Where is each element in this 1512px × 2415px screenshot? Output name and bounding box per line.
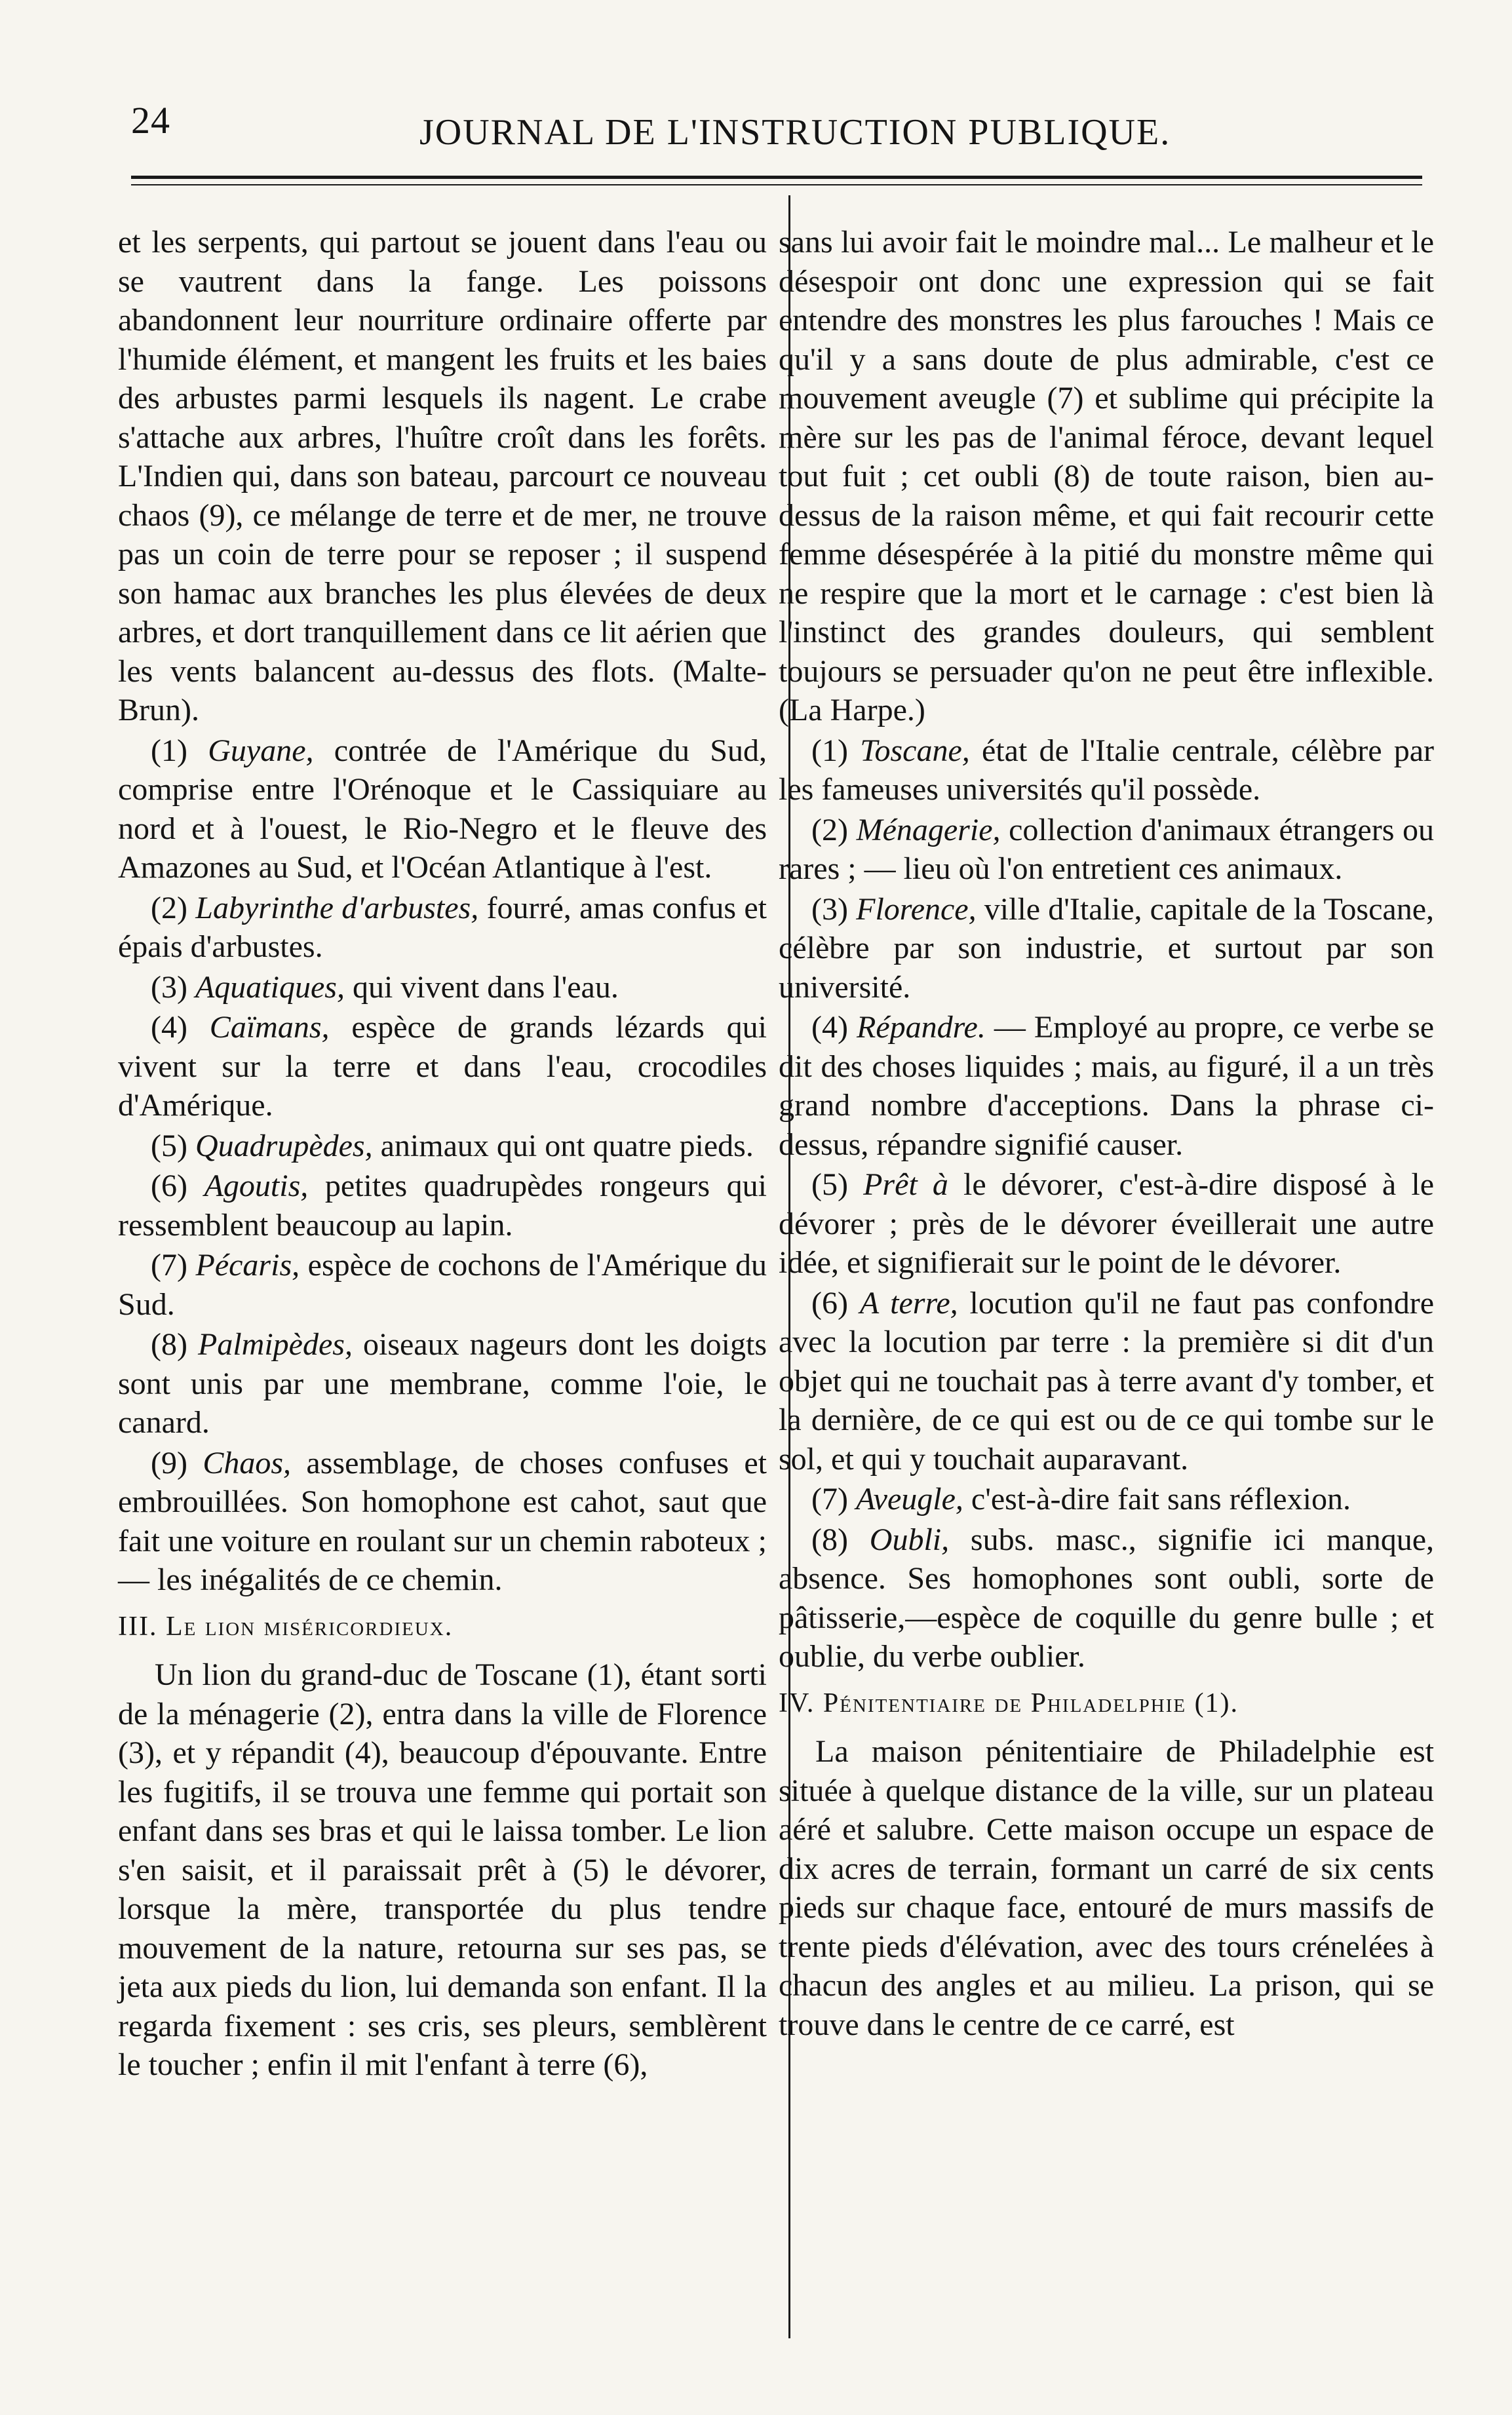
footnote-term: Toscane, bbox=[860, 733, 970, 768]
footnote-text: animaux qui ont quatre pieds. bbox=[372, 1128, 754, 1163]
footnote-number: (1) bbox=[151, 733, 208, 768]
footnote-term: Quadrupèdes, bbox=[195, 1128, 373, 1163]
footnote-text: petites quadrupèdes rongeurs qui ressemblent beaucoup au lapin. bbox=[118, 1169, 767, 1243]
footnote bbox=[118, 1325, 767, 1442]
paragraph: La maison pénitentiaire de Philadelphie est située à quelque distance de la ville, sur un plateau aéré et salubre. Cette maison occupe un espace de dix acres de terrain, formant un carré de six cents pieds sur chaque face, entouré de murs massifs de trente pieds d'élévation, avec des tours crénelées à chacun des angles et au milieu. La prison, qui se trouve dans le centre de ce carré, est bbox=[779, 1734, 1434, 2042]
footnote-text: — Employé au propre, ce verbe se dit des choses liquides ; mais, au figuré, il a un très grand nombre d'acceptions. Dans la phrase ci-dessus, répandre signifié causer. bbox=[779, 1010, 1435, 1162]
footnotes-list bbox=[118, 731, 767, 1600]
footnote-text: assemblage, de choses confuses et embrouillées. Son homophone est cahot, saut que fait une voiture en roulant sur un chemin raboteux ; — les inégalités de ce chemin. bbox=[118, 1445, 767, 1597]
footnote-text: locution qu'il ne faut pas confondre avec la locution par terre : la première si dit d'un objet qui ne touchait pas à terre avant d'y tomber, et la dernière, de ce qui est ou de ce qui tombe sur le sol, et qui y touchait auparavant. bbox=[779, 1285, 1435, 1477]
footnote-term: Prêt à bbox=[863, 1167, 948, 1202]
footnote bbox=[779, 1008, 1434, 1164]
paragraph: Un lion du grand-duc de Toscane (1), étant sorti de la ménagerie (2), entra dans la ville de Florence (3), et y répandit (4), beaucoup d'épouvante. Entre les fugitifs, il se trouva une femme qui portait son enfant dans ses bras et qui le laissa tomber. Le lion s'en saisit, et il paraissait prêt à (5) le dévorer, lorsque la mère, transportée du plus tendre mouvement de la nature, retourna sur ses pas, se jeta aux pieds du lion, lui demanda son enfant. Il la regarda fixement : ses cris, ses pleurs, semblèrent le toucher ; enfin il mit l'enfant à terre (6), bbox=[118, 1657, 767, 2082]
footnote-term: Chaos, bbox=[203, 1445, 292, 1480]
footnote-number: (9) bbox=[151, 1445, 203, 1480]
footnote bbox=[779, 1520, 1434, 1676]
footnote-number: (4) bbox=[811, 1010, 857, 1045]
footnote bbox=[779, 811, 1434, 889]
footnote bbox=[779, 731, 1434, 809]
footnote bbox=[779, 1165, 1434, 1283]
footnote bbox=[779, 1480, 1434, 1519]
footnote bbox=[118, 1008, 767, 1125]
footnote-term: Ménagerie, bbox=[856, 812, 1001, 847]
footnote-term: Pécaris, bbox=[195, 1248, 300, 1283]
left-column bbox=[118, 223, 767, 2086]
page-header bbox=[131, 98, 1422, 157]
section-title: IV. Pénitentiaire de Philadelphie (1). bbox=[779, 1688, 1239, 1718]
footnote-number: (3) bbox=[151, 969, 195, 1005]
footnote-text: état de l'Italie centrale, célèbre par les fameuses universités qu'il possède. bbox=[779, 733, 1435, 807]
footnote-number: (5) bbox=[811, 1167, 864, 1202]
footnote-number: (8) bbox=[811, 1522, 870, 1557]
footnote-term: Oubli, bbox=[869, 1522, 950, 1557]
footnote-number: (8) bbox=[151, 1327, 198, 1362]
section-title: III. Le lion miséricordieux. bbox=[118, 1611, 454, 1642]
paragraph: sans lui avoir fait le moindre mal... Le malheur et le désespoir ont donc une expression qui se fait entendre des monstres les plus farouches ! Mais ce qu'il y a sans doute de plus admirable, c'est ce mouvement aveugle (7) et sublime qui précipite la mère sur les pas de l'animal féroce, devant lequel tout fuit ; cet oubli (8) de toute raison, bien au-dessus de la raison même, et qui fait recourir cette femme désespérée à la pitié du monstre même qui ne respire que la mort et le carnage : c'est bien là l'instinct des grandes douleurs, qui semblent toujours se persuader qu'on ne peut être inflexible. (La Harpe.) bbox=[779, 225, 1434, 727]
footnote-number: (7) bbox=[151, 1248, 196, 1283]
footnote-text: oiseaux nageurs dont les doigts sont unis par une membrane, comme l'oie, le canard. bbox=[118, 1327, 767, 1440]
footnote-number: (6) bbox=[151, 1169, 204, 1203]
footnote-term: Florence, bbox=[856, 891, 977, 927]
footnote-text: ville d'Italie, capitale de la Toscane, célèbre par son industrie, et surtout par son université. bbox=[779, 891, 1435, 1005]
running-title: JOURNAL DE L'INSTRUCTION PUBLIQUE. bbox=[419, 112, 1171, 153]
footnote-text: fourré, amas confus et épais d'arbustes. bbox=[118, 890, 767, 964]
footnote-term: Labyrinthe d'arbustes, bbox=[195, 890, 479, 925]
footnote-text: espèce de cochons de l'Amérique du Sud. bbox=[118, 1248, 767, 1322]
right-column bbox=[779, 223, 1434, 2045]
footnote bbox=[118, 889, 767, 967]
header-rule-thin bbox=[131, 184, 1422, 185]
footnote-term: Palmipèdes, bbox=[198, 1327, 353, 1362]
footnote bbox=[118, 1167, 767, 1245]
paragraph: et les serpents, qui partout se jouent dans l'eau ou se vautrent dans la fange. Les poissons abandonnent leur nourriture ordinaire offerte par l'humide élément, et mangent les fruits et les baies des arbustes parmi lesquels ils nagent. Le crabe s'attache aux arbres, l'huître croît dans les forêts. L'Indien qui, dans son bateau, parcourt ce nouveau chaos (9), ce mélange de terre et de mer, ne trouve pas un coin de terre pour se reposer ; il suspend son hamac aux branches les plus élevées de deux arbres, et dort tranquillement dans ce lit aérien que les vents balancent au-dessus des flots. (Malte-Brun). bbox=[118, 225, 767, 727]
footnote-term: A terre, bbox=[859, 1285, 958, 1321]
footnote-text: subs. masc., signifie ici manque, absence. Ses homophones sont oubli, sorte de pâtisserie,—espèce de coquille du genre bulle ; et oublie, du verbe oublier. bbox=[779, 1522, 1435, 1674]
footnote-text: collection d'animaux étrangers ou rares ; — lieu où l'on entretient ces animaux. bbox=[779, 812, 1434, 886]
footnote-number: (6) bbox=[811, 1285, 860, 1321]
footnote-number: (2) bbox=[151, 890, 196, 925]
footnote-text: espèce de grands lézards qui vivent sur la terre et dans l'eau, crocodiles d'Amérique. bbox=[118, 1010, 767, 1123]
footnote-number: (7) bbox=[811, 1482, 856, 1517]
header-rule bbox=[131, 176, 1422, 179]
footnote bbox=[118, 1127, 767, 1166]
footnote-term: Répandre. bbox=[857, 1010, 986, 1045]
footnote-number: (3) bbox=[811, 891, 857, 927]
footnote-term: Aveugle, bbox=[855, 1482, 963, 1517]
footnote-term: Guyane, bbox=[208, 733, 314, 768]
footnote-number: (1) bbox=[811, 733, 861, 768]
footnote-number: (2) bbox=[811, 812, 857, 847]
footnote-text: contrée de l'Amérique du Sud, comprise entre l'Orénoque et le Cassiquiare au nord et à l'ouest, le Rio-Negro et le fleuve des Amazones au Sud, et l'Océan Atlantique à l'est. bbox=[118, 733, 767, 885]
footnotes-list bbox=[779, 731, 1434, 1676]
footnote bbox=[118, 1444, 767, 1600]
footnote bbox=[118, 731, 767, 887]
page-number: 24 bbox=[131, 99, 170, 142]
footnote-number: (5) bbox=[151, 1128, 195, 1163]
footnote bbox=[118, 1246, 767, 1324]
footnote-term: Agoutis, bbox=[204, 1169, 309, 1203]
footnote-number: (4) bbox=[151, 1010, 210, 1045]
footnote-term: Aquatiques, bbox=[195, 969, 345, 1005]
footnote bbox=[779, 890, 1434, 1007]
footnote-text: le dévorer, c'est-à-dire disposé à le dévorer ; près de le dévorer éveillerait une autre idée, et signifierait sur le point de le dévorer. bbox=[779, 1167, 1434, 1280]
footnote bbox=[118, 968, 767, 1007]
footnote-text: c'est-à-dire fait sans réflexion. bbox=[963, 1482, 1351, 1517]
footnote-term: Caïmans, bbox=[209, 1010, 330, 1045]
footnote bbox=[779, 1284, 1434, 1479]
footnote-text: qui vivent dans l'eau. bbox=[344, 969, 619, 1005]
